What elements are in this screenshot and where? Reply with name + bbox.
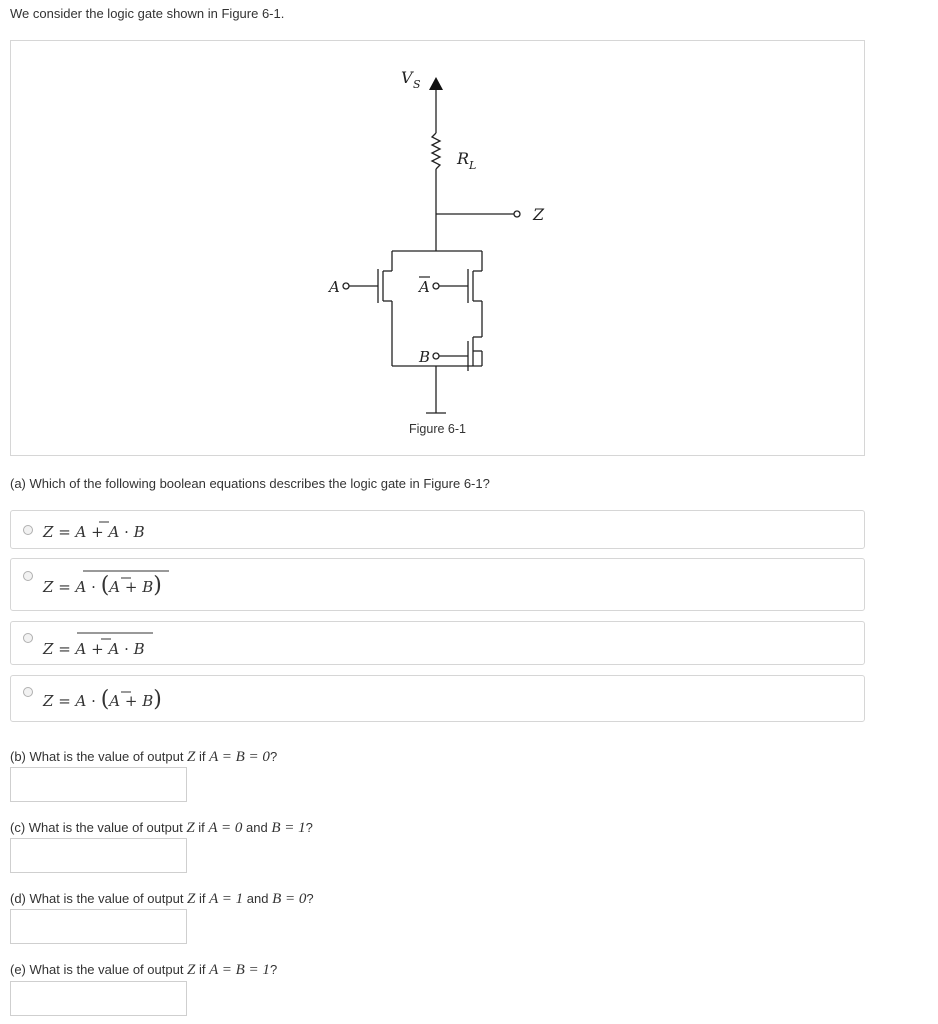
question-b-suffix: ? bbox=[269, 749, 278, 764]
question-e-z: Z bbox=[187, 962, 196, 978]
question-b bbox=[10, 749, 277, 766]
circuit-diagram bbox=[11, 41, 866, 457]
intro-text: We consider the logic gate shown in Figure 6-1. bbox=[10, 6, 285, 21]
question-a: (a) Which of the following boolean equations describes the logic gate in Figure 6-1? bbox=[10, 476, 490, 491]
input-abar-label: A bbox=[419, 278, 430, 296]
input-a-label: A bbox=[329, 278, 340, 296]
figure-caption: Figure 6-1 bbox=[409, 422, 466, 436]
arrow-up-icon bbox=[429, 77, 443, 90]
question-d-z: Z bbox=[187, 891, 196, 907]
question-b-mid: if bbox=[195, 749, 210, 764]
figure-panel bbox=[10, 40, 865, 456]
answer-d-input[interactable] bbox=[10, 909, 187, 944]
question-d-mid: if bbox=[195, 891, 210, 906]
rl-subscript: L bbox=[469, 159, 477, 172]
output-z-label: Z bbox=[533, 205, 545, 224]
option-1[interactable] bbox=[10, 510, 865, 549]
question-d bbox=[10, 891, 314, 908]
option-1-text: Z = A + A · B bbox=[43, 523, 145, 541]
input-b-label: B bbox=[419, 348, 431, 366]
question-e-mid: if bbox=[195, 962, 210, 977]
question-e-prefix: (e) What is the value of output bbox=[10, 962, 188, 977]
question-c-condition-b: B = 1 bbox=[271, 820, 306, 836]
option-2-formula bbox=[39, 559, 259, 612]
question-b-z: Z bbox=[187, 749, 196, 765]
question-d-condition-a: A = 1 bbox=[209, 891, 244, 907]
question-e bbox=[10, 962, 277, 979]
option-3-radio[interactable] bbox=[23, 633, 33, 643]
option-2[interactable] bbox=[10, 558, 865, 611]
vs-subscript: S bbox=[413, 78, 421, 91]
option-4[interactable] bbox=[10, 675, 865, 722]
question-d-condition-b: B = 0 bbox=[272, 891, 307, 907]
question-e-suffix: ? bbox=[269, 962, 278, 977]
question-c bbox=[10, 820, 313, 837]
answer-e-input[interactable] bbox=[10, 981, 187, 1016]
question-c-prefix: (c) What is the value of output bbox=[10, 820, 187, 835]
option-1-formula bbox=[39, 511, 239, 550]
question-d-prefix: (d) What is the value of output bbox=[10, 891, 188, 906]
rl-label: R bbox=[457, 149, 470, 168]
option-3-formula bbox=[39, 622, 239, 666]
question-c-suffix: ? bbox=[305, 820, 313, 835]
question-b-prefix: (b) What is the value of output bbox=[10, 749, 188, 764]
option-2-radio[interactable] bbox=[23, 571, 33, 581]
question-e-condition: A = B = 1 bbox=[209, 962, 270, 978]
question-c-and: and bbox=[242, 820, 272, 835]
vs-label: V bbox=[401, 68, 413, 87]
option-3-text: Z = A + A · B bbox=[43, 640, 145, 658]
option-4-text: Z = A · (A + B) bbox=[43, 687, 162, 712]
question-d-suffix: ? bbox=[306, 891, 314, 906]
question-b-condition: A = B = 0 bbox=[209, 749, 270, 765]
answer-b-input[interactable] bbox=[10, 767, 187, 802]
option-2-text: Z = A · (A + B) bbox=[43, 573, 162, 598]
question-c-z: Z bbox=[186, 820, 195, 836]
option-4-formula bbox=[39, 676, 259, 723]
option-4-radio[interactable] bbox=[23, 687, 33, 697]
option-1-radio[interactable] bbox=[23, 525, 33, 535]
question-c-condition-a: A = 0 bbox=[208, 820, 243, 836]
question-c-mid: if bbox=[194, 820, 209, 835]
question-d-and: and bbox=[243, 891, 273, 906]
answer-c-input[interactable] bbox=[10, 838, 187, 873]
option-3[interactable] bbox=[10, 621, 865, 665]
